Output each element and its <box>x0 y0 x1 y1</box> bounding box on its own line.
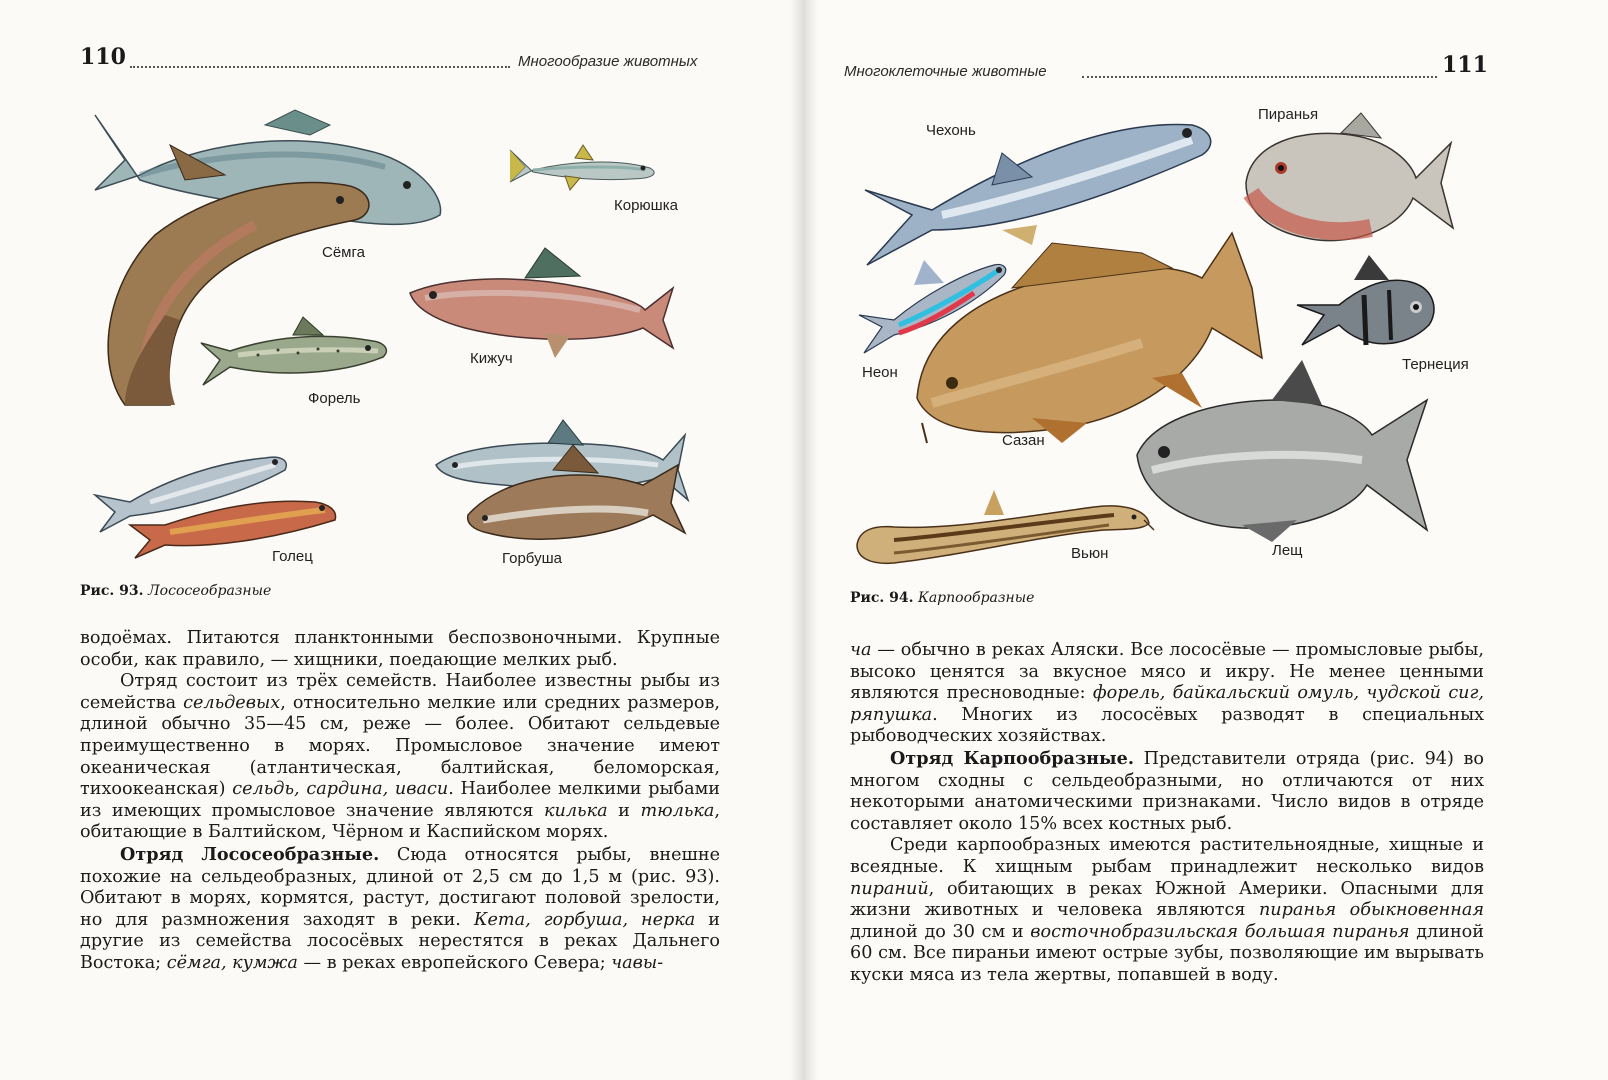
page-number-left: 110 <box>80 44 126 70</box>
ternetsiya-illustration <box>1294 255 1439 360</box>
gorbusha-illustration <box>433 415 718 565</box>
figure-caption-right-num: Рис. 94. <box>850 590 914 606</box>
figure-caption-right-title: Карпообразные <box>918 590 1035 606</box>
label-koryushka: Корюшка <box>614 197 678 214</box>
label-sazan: Сазан <box>1002 432 1045 449</box>
golets-illustration <box>90 440 340 565</box>
label-semga: Сёмга <box>322 244 365 261</box>
label-kizhuch: Кижуч <box>470 350 513 367</box>
running-head-dots-right <box>1082 76 1437 78</box>
label-lesch: Лещ <box>1272 542 1303 559</box>
forel-illustration <box>198 315 393 395</box>
label-ternetsiya: Тернеция <box>1402 356 1469 373</box>
book-gutter <box>790 0 818 1080</box>
body-text-right <box>850 640 1484 987</box>
label-vyun: Вьюн <box>1071 545 1109 562</box>
paragraph-left-1: водоёмах. Питаются планктонными беспозвоночными. Крупные особи, как правило, — хищники, поедающие мелких рыб. <box>80 628 720 670</box>
right-page <box>804 0 1608 1080</box>
running-head-dots-left <box>130 66 510 68</box>
running-head-left: Многообразие животных <box>518 53 698 70</box>
paragraph-left-2: Отряд состоит из трёх семейств. Наиболее известны рыбы из семейства сельдевых, относительно мелкие или средних размеров, длиной обычно 35—45 см, реже — более. Обитают сельдевые преимущественно в морях. Промысловое значение имеют океаническая (атлантическая, балтийская, беломорская, тихоокеанская) сельдь, сардина, иваси. Наиболее мелкими рыбами из имеющих промысловое значение являются килька и тюлька, обитающие в Балтийском, Чёрном и Каспийском морях. <box>80 671 720 843</box>
paragraph-right-2: Отряд Карпообразные. Представители отряда (рис. 94) во многом сходны с сельдеобразными, но отличаются от них некоторыми анатомическими признаками. Число видов в отряде составляет около 15% всех костных рыб. <box>850 747 1484 834</box>
figure-caption-left-title: Лососеобразные <box>148 583 272 599</box>
figure-caption-left-num: Рис. 93. <box>80 583 144 599</box>
label-piranya: Пиранья <box>1258 106 1319 123</box>
lesch-illustration <box>1132 360 1432 545</box>
label-neon: Неон <box>862 364 898 381</box>
body-text-left <box>80 628 720 975</box>
kizhuch-illustration <box>405 248 675 363</box>
vyun-illustration <box>854 485 1154 570</box>
piranya-illustration <box>1241 113 1456 253</box>
page-number-right: 111 <box>1442 52 1488 78</box>
label-chehon: Чехонь <box>926 122 976 139</box>
paragraph-left-3: Отряд Лососеобразные. Сюда относятся рыбы, внешне похожие на сельдеобразных, длиной от 2,5 см до 1,5 м (рис. 93). Обитают в морях, кормятся, растут, достигают половой зрелости, но для размножения заходят в реки. Кета, горбуша, нерка и другие из семейства лососёвых нерестятся в реках Дальнего Востока; сёмга, кумжа — в реках европейского Севера; чавы- <box>80 843 720 973</box>
label-golets: Голец <box>272 548 313 565</box>
koryushka-illustration <box>505 140 660 195</box>
figure-caption-right <box>850 590 1034 606</box>
label-gorbusha: Горбуша <box>502 550 562 567</box>
paragraph-right-3: Среди карпообразных имеются растительноядные, хищные и всеядные. К хищным рыбам принадлежит несколько видов пираний, обитающих в реках Южной Америки. Опасными для жизни животных и человека являются пиранья обыкновенная длиной до 30 см и восточнобразильская большая пиранья длиной 60 см. Все пираньи имеют острые зубы, позволяющие им вырывать куски мяса из тела жертвы, попавшей в воду. <box>850 835 1485 985</box>
label-forel: Форель <box>308 390 361 407</box>
paragraph-right-1: ча — обычно в реках Аляски. Все лососёвые — промысловые рыбы, высоко ценятся за вкусное мясо и икру. Не менее ценными являются пресноводные: форель, байкальский омуль, чудской сиг, ряпушка. Многих из лососёвых разводят в специальных рыбоводческих хозяйствах. <box>850 640 1484 747</box>
running-head-right: Многоклеточные животные <box>844 63 1047 80</box>
figure-caption-left <box>80 583 271 599</box>
